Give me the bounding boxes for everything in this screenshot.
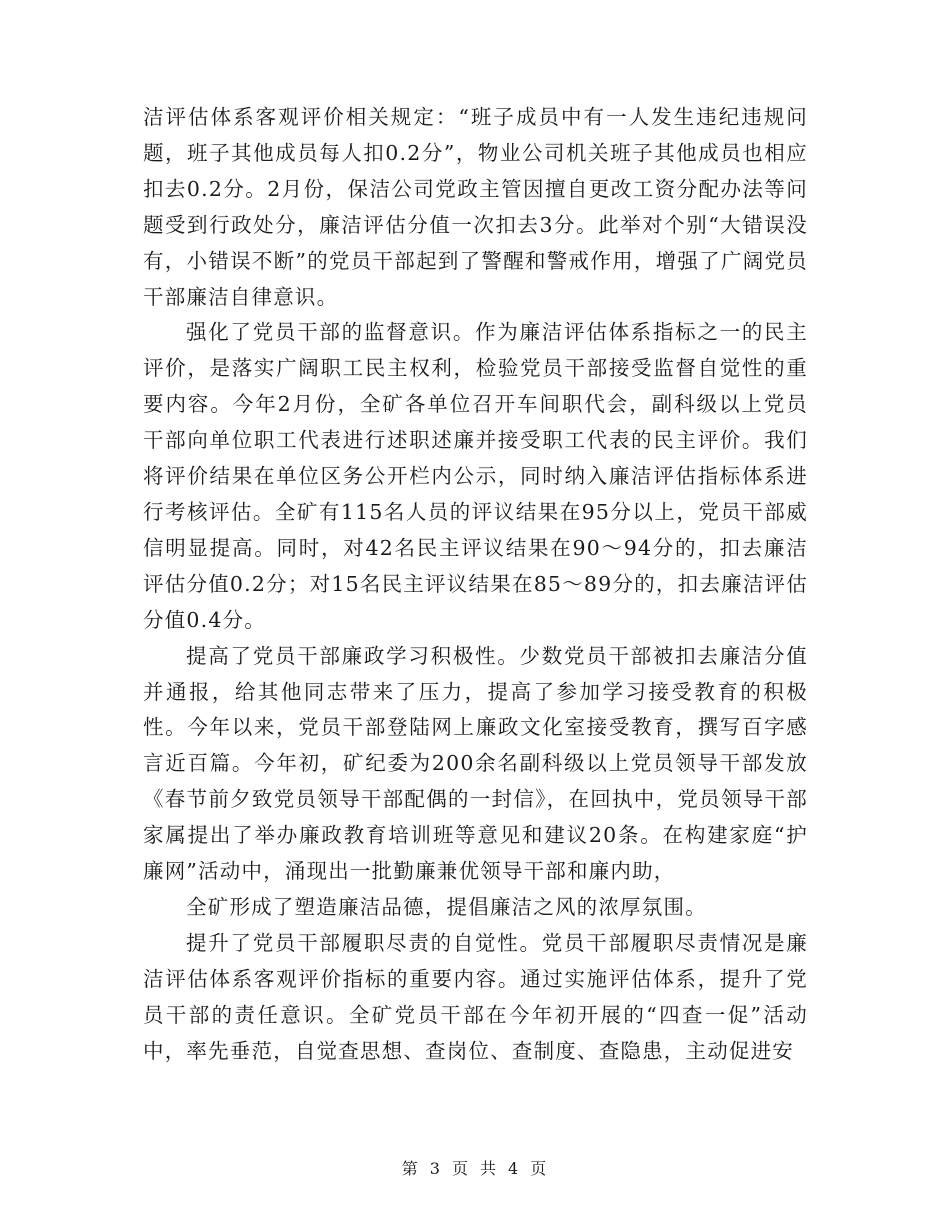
footer-current-page: 3 <box>429 1159 442 1178</box>
paragraph-2: 强化了党员干部的监督意识。作为廉洁评估体系指标之一的民主评价，是落实广阔职工民主权利，检验党员干部接受监督自觉性的重要内容。今年2月份，全矿各单位召开车间职代会，副科级以上党员干部向单位职工代表进行述职述廉并接受职工代表的民主评价。我们将评价结果在单位区务公开栏内公示，同时纳入廉洁评估指标体系进行考核评估。全矿有115名人员的评议结果在95分以上，党员干部威信明显提高。同时，对42名民主评议结果在90～94分的，扣去廉洁评估分值0.2分；对15名民主评议结果在85～89分的，扣去廉洁评估分值0.4分。 <box>143 320 808 632</box>
paragraph-3: 提高了党员干部廉政学习积极性。少数党员干部被扣去廉洁分值并通报，给其他同志带来了压力，提高了参加学习接受教育的积极性。今年以来，党员干部登陆网上廉政文化室接受教育，撰写百字感言近百篇。今年初，矿纪委为200余名副科级以上党员领导干部发放《春节前夕致党员领导干部配偶的一封信》，在回执中，党员领导干部家属提出了举办廉政教育培训班等意见和建议20条。在构建家庭“护廉网”活动中，涌现出一批勤廉兼优领导干部和廉内助， <box>143 643 808 884</box>
footer-total-word: 共 <box>480 1159 499 1178</box>
paragraph-4: 全矿形成了塑造廉洁品德，提倡廉洁之风的浓厚氛围。 <box>186 894 707 919</box>
paragraph-1: 洁评估体系客观评价相关规定：“班子成员中有一人发生违纪违规问题，班子其他成员每人扣0.2分”，物业公司机关班子其他成员也相应扣去0.2分。2月份，保洁公司党政主管因擅自更改工资分配办法等问题受到行政处分，廉洁评估分值一次扣去3分。此举对个别“大错误没有，小错误不断”的党员干部起到了警醒和警戒作用，增强了广阔党员干部廉洁自律意识。 <box>143 105 808 309</box>
footer-page-word: 页 <box>451 1159 470 1178</box>
footer-prefix: 第 <box>401 1159 420 1178</box>
footer-total-pages: 4 <box>508 1159 521 1178</box>
paragraph-5: 提升了党员干部履职尽责的自觉性。党员干部履职尽责情况是廉洁评估体系客观评价指标的重要内容。通过实施评估体系，提升了党员干部的责任意识。全矿党员干部在今年初开展的“四查一促”活动中，率先垂范，自觉查思想、查岗位、查制度、查隐患，主动促进安 <box>143 930 808 1063</box>
document-body <box>143 100 808 1069</box>
footer-suffix: 页 <box>530 1159 549 1178</box>
page-footer <box>0 1156 950 1179</box>
